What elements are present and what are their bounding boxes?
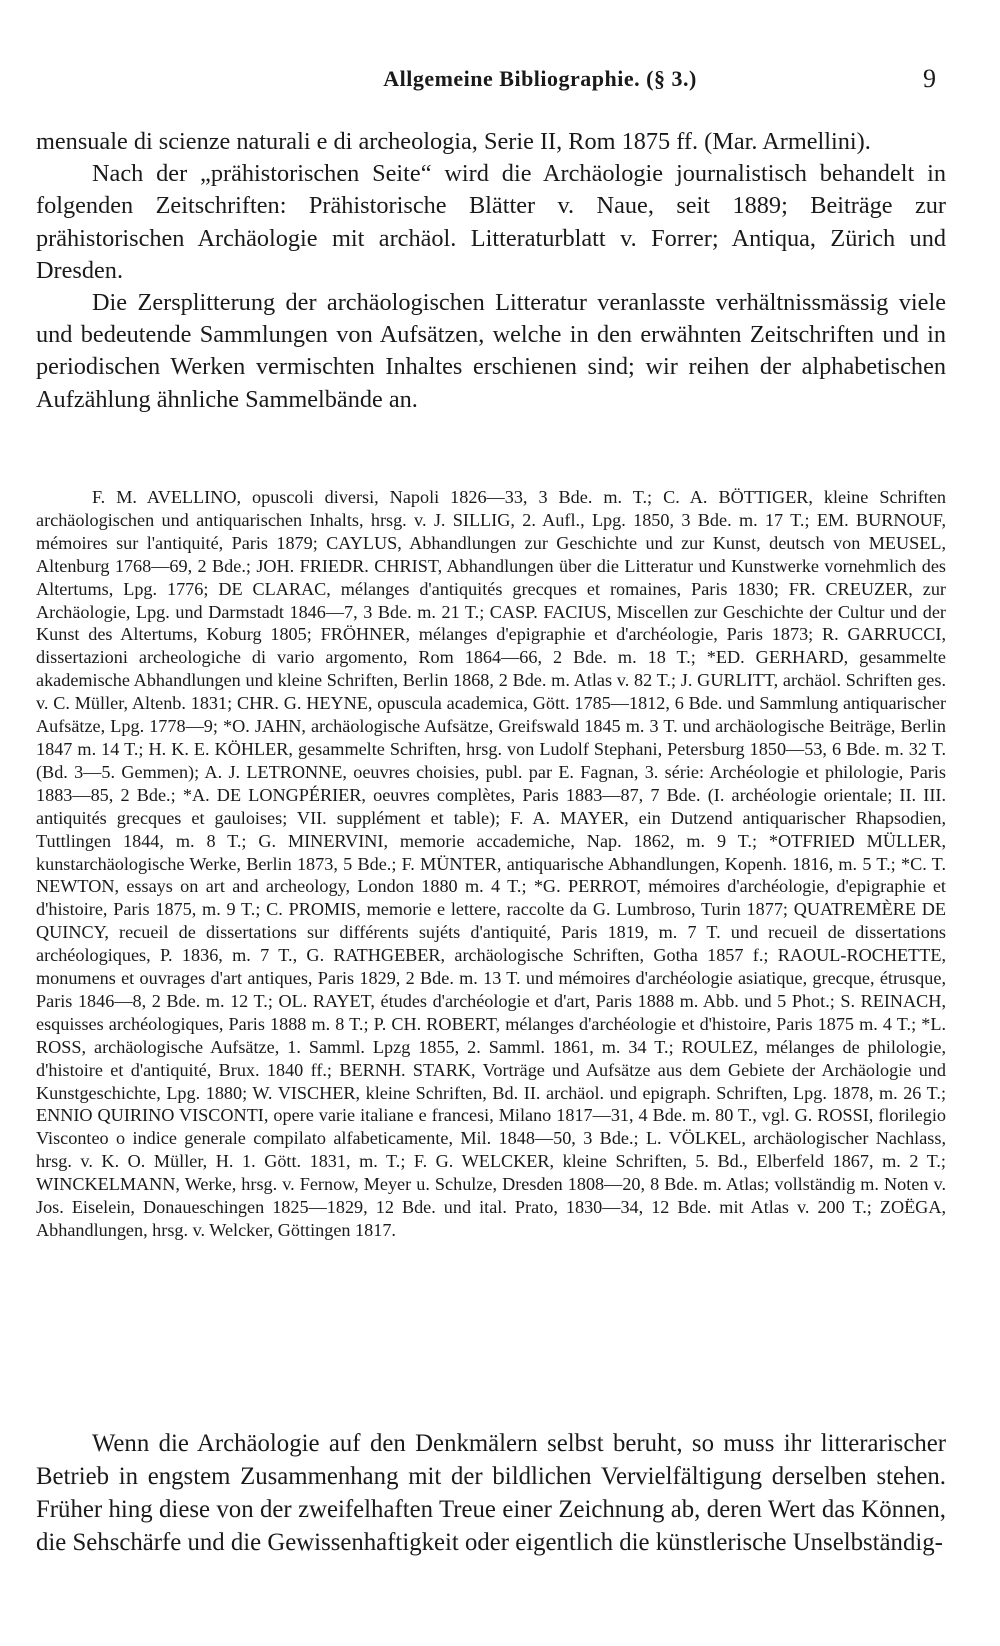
closing-text <box>36 1427 946 1559</box>
main-text <box>36 126 946 416</box>
paragraph: Die Zersplitterung der archäologischen Litteratur veranlasste verhältnissmässig viele und bedeutende Sammlungen von Aufsätzen, welche in den erwähnten Zeitschriften und in periodischen Werken vermischten Inhaltes erschienen sind; wir reihen der alphabetischen Aufzählung ähnliche Sammelbände an. <box>36 289 946 413</box>
bibliography-entries: F. M. AVELLINO, opuscoli diversi, Napoli 1826—33, 3 Bde. m. T.; C. A. BÖTTIGER, kleine Schriften archäologischen und antiquarischen Inhalts, hrsg. v. J. SILLIG, 2. Aufl., Lpg. 1850, 3 Bde. m. 17 T.; EM. BURNOUF, mémoires sur l'antiquité, Paris 1879; CAYLUS, Abhandlungen zur Geschichte und zur Kunst, deutsch von MEUSEL, Altenburg 1768—69, 2 Bde.; JOH. FRIEDR. CHRIST, Abhandlungen über die Litteratur und Kunstwerke vornehmlich des Altertums, Lpg. 1776; DE CLARAC, mélanges d'antiquités grecques et romaines, Paris 1830; FR. CREUZER, zur Archäologie, Lpg. und Darmstadt 1846—7, 3 Bde. m. 21 T.; CASP. FACIUS, Miscellen zur Geschichte der Cultur und der Kunst des Altertums, Koburg 1805; FRÖHNER, mélanges d'epigraphie et d'archéologie, Paris 1873; R. GARRUCCI, dissertazioni archeologiche di vario argomento, Rom 1864—66, 2 Bde. m. 18 T.; *ED. GERHARD, gesammelte akademische Abhandlungen und kleine Schriften, Berlin 1868, 2 Bde. m. Atlas v. 82 T.; J. GURLITT, archäol. Schriften ges. v. C. Müller, Altenb. 1831; CHR. G. HEYNE, opuscula academica, Gött. 1785—1812, 6 Bde. und Sammlung antiquarischer Aufsätze, Lpg. 1778—9; *O. JAHN, archäologische Aufsätze, Greifswald 1845 m. 3 T. und archäologische Beiträge, Berlin 1847 m. 14 T.; H. K. E. KÖHLER, gesammelte Schriften, hrsg. von Ludolf Stephani, Petersburg 1850—53, 6 Bde. m. 32 T. (Bd. 3—5. Gemmen); A. J. LETRONNE, oeuvres choisies, publ. par E. Fagnan, 3. série: Archéologie et philologie, Paris 1883—85, 2 Bde.; *A. DE LONGPÉRIER, oeuvres complètes, Paris 1883—87, 7 Bde. (I. archéologie orientale; II. III. antiquités grecques et gauloises; VII. supplément et table); F. A. MAYER, ein Dutzend antiquarischer Rhapsodien, Tuttlingen 1844, m. 8 T.; G. MINERVINI, memorie accademiche, Nap. 1862, m. 9 T.; *OTFRIED MÜLLER, kunstarchäologische Werke, Berlin 1873, 5 Bde.; F. MÜNTER, antiquarische Abhandlungen, Kopenh. 1816, m. 5 T.; *C. T. NEWTON, essays on art and archeology, London 1880 m. 4 T.; *G. PERROT, mémoires d'archéologie, d'epigraphie et d'histoire, Paris 1875, m. 9 T.; C. PROMIS, memorie e lettere, raccolte da G. Lumbroso, Turin 1877; QUATREMÈRE DE QUINCY, recueil de dissertations sur différents sujéts d'antiquité, Paris 1819, m. 7 T. und recueil de dissertations archéologiques, P. 1836, m. 7 T., G. RATHGEBER, archäologische Schriften, Gotha 1857 f.; RAOUL-ROCHETTE, monumens et ouvrages d'art antiques, Paris 1829, 2 Bde. m. 13 T. und mémoires d'archéologie asiatique, grecque, étrusque, Paris 1846—8, 2 Bde. m. 12 T.; OL. RAYET, études d'archéologie et d'art, Paris 1888 m. Abb. und 5 Phot.; S. REINACH, esquisses archéologiques, Paris 1888 m. 8 T.; P. CH. ROBERT, mélanges d'archéologie et d'histoire, Paris 1875 m. 4 T.; *L. ROSS, archäologische Aufsätze, 1. Samml. Lpzg 1855, 2. Samml. 1861, m. 34 T.; ROULEZ, mélanges de philologie, d'histoire et d'antiquité, Brux. 1840 ff.; BERNH. STARK, Vorträge und Aufsätze aus dem Gebiete der Archäologie und Kunstgeschichte, Lpg. 1880; W. VISCHER, kleine Schriften, Bd. II. archäol. und epigraph. Schriften, Lpg. 1878, m. 26 T.; ENNIO QUIRINO VISCONTI, opere varie italiane e francesi, Milano 1817—31, 4 Bde. m. 80 T., vgl. G. ROSSI, florilegio Visconteo o indice generale compilato alfabeticamente, Mil. 1848—50, 3 Bde.; L. VÖLKEL, archäologischer Nachlass, hrsg. v. K. O. Müller, H. 1. Gött. 1831, m. T.; F. G. WELCKER, kleine Schriften, 5. Bd., Elberfeld 1867, m. 2 T.; WINCKELMANN, Werke, hrsg. v. Fernow, Meyer u. Schulze, Dresden 1808—20, 8 Bde. m. Atlas; vollständig m. Noten v. Jos. Eiselein, Donaueschingen 1825—1829, 12 Bde. und ital. Prato, 1830—34, 12 Bde. mit Atlas v. 200 T.; ZOËGA, Abhandlungen, hrsg. v. Welcker, Göttingen 1817. <box>36 487 946 1240</box>
page-number: 9 <box>923 64 936 93</box>
paragraph: Wenn die Archäologie auf den Denkmälern selbst beruht, so muss ihr litterarischer Betrieb in engstem Zusammenhang mit der bildlichen Vervielfältigung derselben stehen. Früher hing diese von der zweifelhaften Treue einer Zeichnung ab, deren Wert das Können, die Sehschärfe und die Gewissenhaftigkeit oder eigentlich die künstlerische Unselbständig- <box>36 1430 946 1556</box>
bibliography-list <box>36 486 946 1242</box>
paragraph: mensuale di scienze naturali e di archeologia, Serie II, Rom 1875 ff. (Mar. Armellini). <box>36 128 871 155</box>
paragraph: Nach der „prähistorischen Seite“ wird die Archäologie journalistisch behandelt in folgenden Zeitschriften: Prähistorische Blätter v. Naue, seit 1889; Beiträge zur prähistorischen Archäologie mit archäol. Litteraturblatt v. Forrer; Antiqua, Zürich und Dresden. <box>36 160 946 284</box>
running-header: Allgemeine Bibliographie. (§ 3.) <box>383 66 697 91</box>
